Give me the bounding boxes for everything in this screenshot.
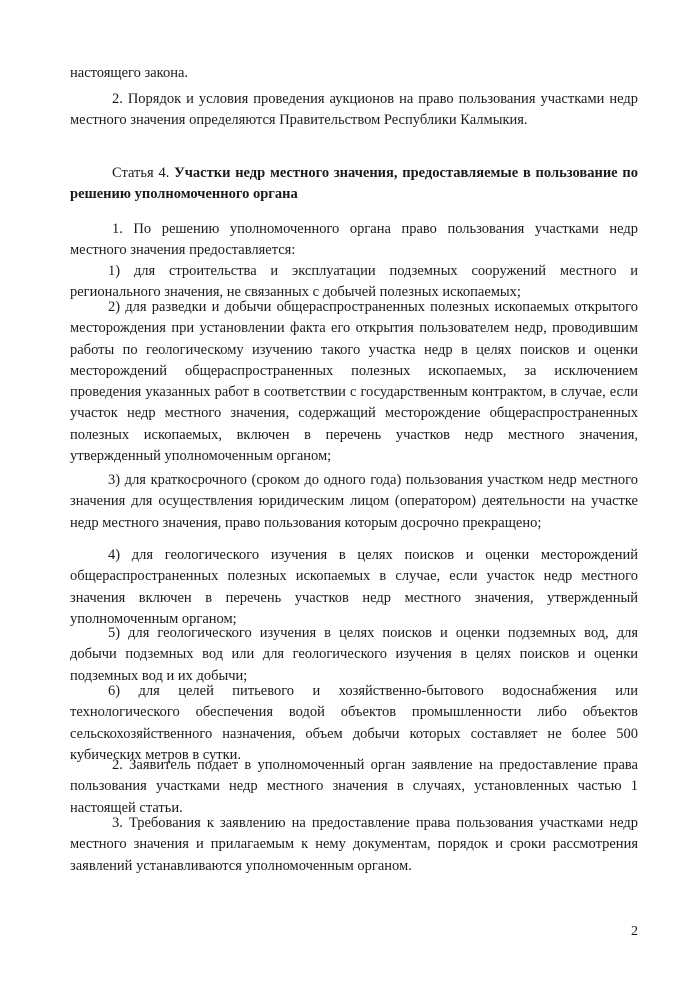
list-item-3: 3) для краткосрочного (сроком до одного года) пользования участком недр местного значения для осуществления юридическим лицом (оператором) деятельности на участке недр местного значения, право пользования которым досрочно прекращено; — [70, 472, 638, 531]
list-item-1: 1) для строительства и эксплуатации подземных сооружений местного и регионального значения, не связанных с добычей полезных ископаемых; — [70, 263, 638, 301]
paragraph-3-requirements: 3. Требования к заявлению на предоставление права пользования участками недр местного значения и прилагаемым к нему документам, порядок и сроки рассмотрения заявлений устанавливаются уполномоченным органом. — [70, 815, 638, 874]
list-item-2: 2) для разведки и добычи общераспространенных полезных ископаемых открытого месторождения при установлении факта его открытия пользователем недр, проводившим работы по геологическому изучению такого участка недр в целях поисков и оценки месторождений общераспространенных полезных ископаемых, за исключением проведения указанных работ в соответствии с государственным контрактом, в случае, если участок недр местного значения, содержащий месторождение общераспространенных полезных ископаемых, включен в перечень участков недр местного значения, утвержденный уполномоченным органом; — [70, 299, 638, 465]
article-label: Статья 4. — [112, 165, 170, 181]
list-item-5: 5) для геологического изучения в целях поисков и оценки подземных вод, для добычи подземных вод или для геологического изучения в целях поисков и оценки подземных вод и их добычи; — [70, 625, 638, 684]
paragraph-auction-order: 2. Порядок и условия проведения аукционов на право пользования участками недр местного значения определяются Правительством Республики Калмыкия. — [70, 91, 638, 129]
list-item-4: 4) для геологического изучения в целях поисков и оценки месторождений общераспространенных полезных ископаемых в случае, если участок недр местного значения включен в перечень участков недр местного значения, утвержденный уполномоченным органом; — [70, 547, 638, 627]
article-heading — [70, 163, 638, 205]
article-title: Участки недр местного значения, предоставляемые в пользование по решению уполномоченного органа — [70, 165, 638, 202]
paragraph-continuation: настоящего закона. — [70, 65, 189, 81]
list-item-6: 6) для целей питьевого и хозяйственно-бытового водоснабжения или технологического обеспечения водой объектов промышленности либо объектов сельскохозяйственного назначения, объем добычи которых составляет не более 500 кубических метров в сутки. — [70, 683, 638, 763]
paragraph-1: 1. По решению уполномоченного органа право пользования участками недр местного значения предоставляется: — [70, 221, 638, 259]
page-number: 2 — [631, 924, 638, 939]
paragraph-2-application: 2. Заявитель подает в уполномоченный орган заявление на предоставление права пользования участками недр местного значения в случаях, установленных частью 1 настоящей статьи. — [70, 757, 638, 816]
